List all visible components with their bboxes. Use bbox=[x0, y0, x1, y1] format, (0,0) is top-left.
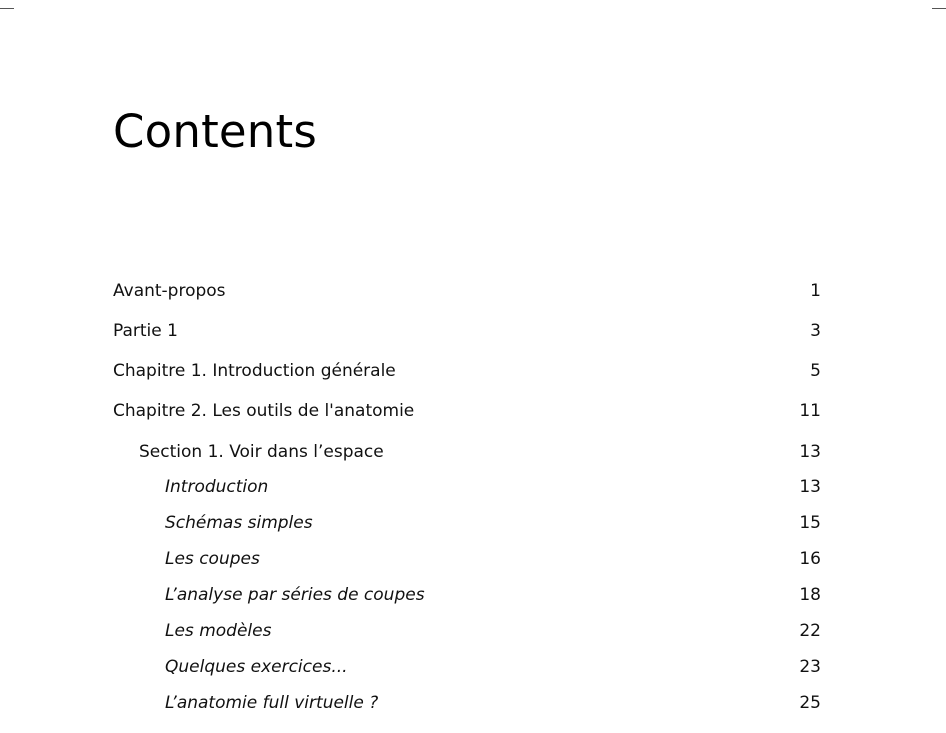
toc-entry-page-number: 23 bbox=[799, 657, 821, 677]
toc-entry-label: Les modèles bbox=[165, 621, 272, 641]
toc-entry-page-number: 5 bbox=[810, 361, 821, 381]
toc-entry-schemas-simples[interactable] bbox=[0, 510, 946, 536]
toc-entry-label: Quelques exercices... bbox=[165, 657, 348, 677]
toc-entry-label: Partie 1 bbox=[113, 321, 178, 341]
toc-entry-avant-propos[interactable] bbox=[0, 278, 946, 304]
toc-entry-page-number: 13 bbox=[799, 442, 821, 462]
toc-entry-les-modeles[interactable] bbox=[0, 618, 946, 644]
toc-entry-page-number: 22 bbox=[799, 621, 821, 641]
toc-entry-quelques-exercices[interactable] bbox=[0, 654, 946, 680]
toc-entry-page-number: 1 bbox=[810, 281, 821, 301]
toc-entry-section-1[interactable] bbox=[0, 439, 946, 465]
toc-entry-label: Les coupes bbox=[165, 549, 260, 569]
toc-entry-label: Chapitre 2. Les outils de l'anatomie bbox=[113, 401, 415, 421]
toc-entry-label: L’analyse par séries de coupes bbox=[165, 585, 425, 605]
toc-entry-analyse-series-coupes[interactable] bbox=[0, 582, 946, 608]
toc-entry-page-number: 16 bbox=[799, 549, 821, 569]
toc-entry-label: Schémas simples bbox=[165, 513, 313, 533]
page-title: Contents bbox=[113, 105, 318, 158]
toc-entry-label: Introduction bbox=[165, 477, 269, 497]
toc-entry-page-number: 25 bbox=[799, 693, 821, 713]
toc-entry-anatomie-full-virtuelle[interactable] bbox=[0, 690, 946, 716]
toc-entry-chapitre-2[interactable] bbox=[0, 398, 946, 424]
toc-entry-label: L’anatomie full virtuelle ? bbox=[165, 693, 379, 713]
toc-entry-label: Avant-propos bbox=[113, 281, 226, 301]
toc-entry-page-number: 15 bbox=[799, 513, 821, 533]
toc-entry-chapitre-1[interactable] bbox=[0, 358, 946, 384]
toc-entry-les-coupes[interactable] bbox=[0, 546, 946, 572]
toc-entry-introduction[interactable] bbox=[0, 474, 946, 500]
toc-entry-label: Chapitre 1. Introduction générale bbox=[113, 361, 396, 381]
toc-entry-partie-1[interactable] bbox=[0, 318, 946, 344]
toc-entry-page-number: 11 bbox=[799, 401, 821, 421]
toc-entry-page-number: 3 bbox=[810, 321, 821, 341]
toc-entry-page-number: 13 bbox=[799, 477, 821, 497]
toc-entry-label: Section 1. Voir dans l’espace bbox=[139, 442, 384, 462]
toc-entry-page-number: 18 bbox=[799, 585, 821, 605]
